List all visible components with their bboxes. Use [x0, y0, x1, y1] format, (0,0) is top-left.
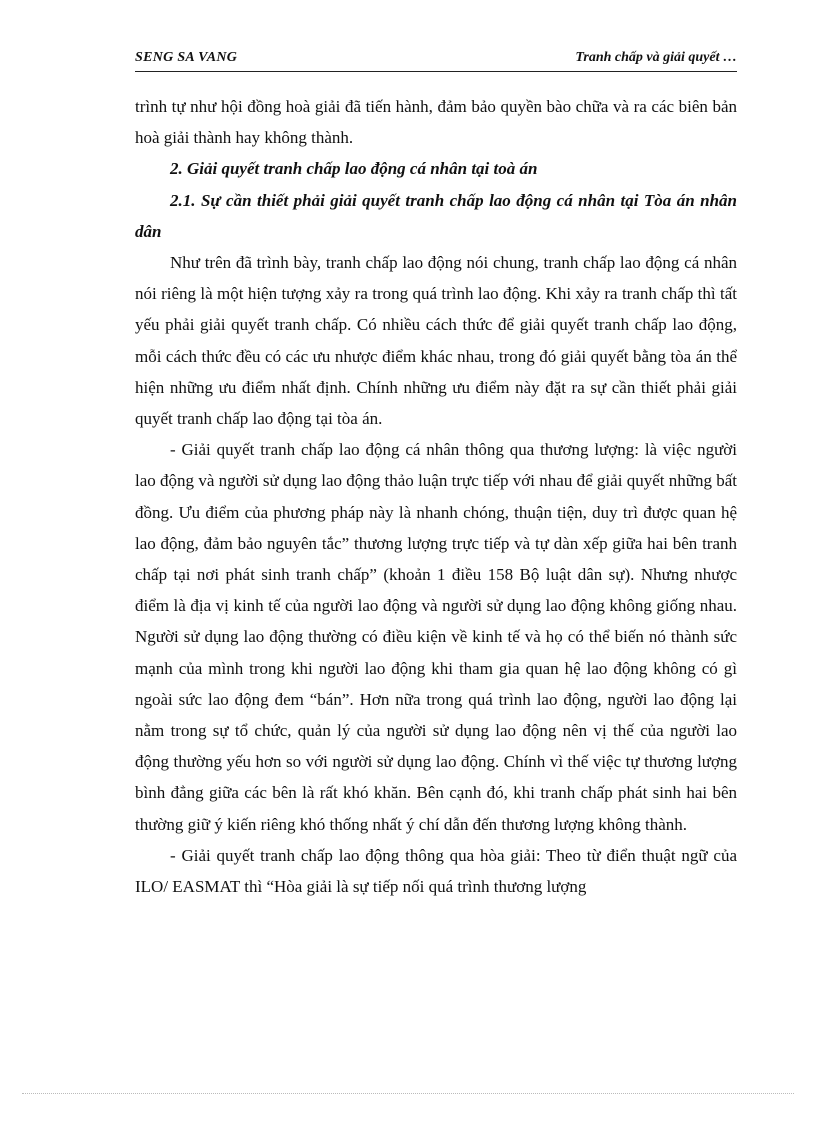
paragraph-continuation: trình tự như hội đồng hoà giải đã tiến hành, đảm bảo quyền bào chữa và ra các biên bản hoà giải thành hay không thành. [135, 97, 737, 148]
paragraph-conciliation: - Giải quyết tranh chấp lao động thông qua hòa giải: Theo từ điển thuật ngữ của ILO/ EASMAT thì “Hòa giải là sự tiếp nối quá trình thương lượng [135, 845, 737, 897]
page-bottom-divider [22, 1093, 794, 1094]
header-title: Tranh chấp và giải quyết … [575, 50, 737, 65]
paragraph-negotiation: - Giải quyết tranh chấp lao động cá nhân thông qua thương lượng: là việc người lao động và người sử dụng lao động thảo luận trực tiếp với nhau để giải quyết những bất đồng. Ưu điểm của phương pháp này là nhanh chóng, thuận tiện, duy trì được quan hệ lao động, đảm bảo nguyên tắc” thương lượng trực tiếp và tự dàn xếp giữa hai bên tranh chấp tại nơi phát sinh tranh chấp” (khoản 1 điều 158 Bộ luật dân sự). Nhưng nhược điểm là địa vị kinh tế của người lao động và người sử dụng lao động không giống nhau. Người sử dụng lao động thường có điều kiện về kinh tế và họ có thể biến nó thành sức mạnh của mình trong khi người lao động khi tham gia quan hệ lao động không có gì ngoài sức lao động đem “bán”. Hơn nữa trong quá trình lao động, người lao động lại nằm trong sự tổ chức, quản lý của người sử dụng lao động nên vị thế của người lao động thường yếu hơn so với người sử dụng lao động. Chính vì thế việc tự thương lượng bình đẳng giữa các bên là rất khó khăn. Bên cạnh đó, khi tranh chấp phát sinh hai bên thường giữ ý kiến riêng khó thống nhất ý chí dẫn đến thương lượng không thành. [135, 440, 737, 834]
header-author: SENG SA VANG [135, 50, 238, 65]
document-body [135, 91, 737, 902]
section-heading: 2. Giải quyết tranh chấp lao động cá nhân tại toà án [170, 159, 538, 179]
paragraph-intro: Như trên đã trình bày, tranh chấp lao động nói chung, tranh chấp lao động cá nhân nói riêng là một hiện tượng xảy ra trong quá trình lao động. Khi xảy ra tranh chấp thì tất yếu phải giải quyết tranh chấp. Có nhiều cách thức để giải quyết tranh chấp lao động, mỗi cách thức đều có các ưu nhược điểm khác nhau, trong đó giải quyết bằng tòa án thể hiện những ưu điểm nhất định. Chính những ưu điểm này đặt ra sự cần thiết phải giải quyết tranh chấp lao động tại tòa án. [135, 253, 737, 429]
subsection-heading: 2.1. Sự cần thiết phải giải quyết tranh chấp lao động cá nhân tại Tòa án nhân dân [135, 190, 737, 241]
page-header [135, 49, 737, 72]
